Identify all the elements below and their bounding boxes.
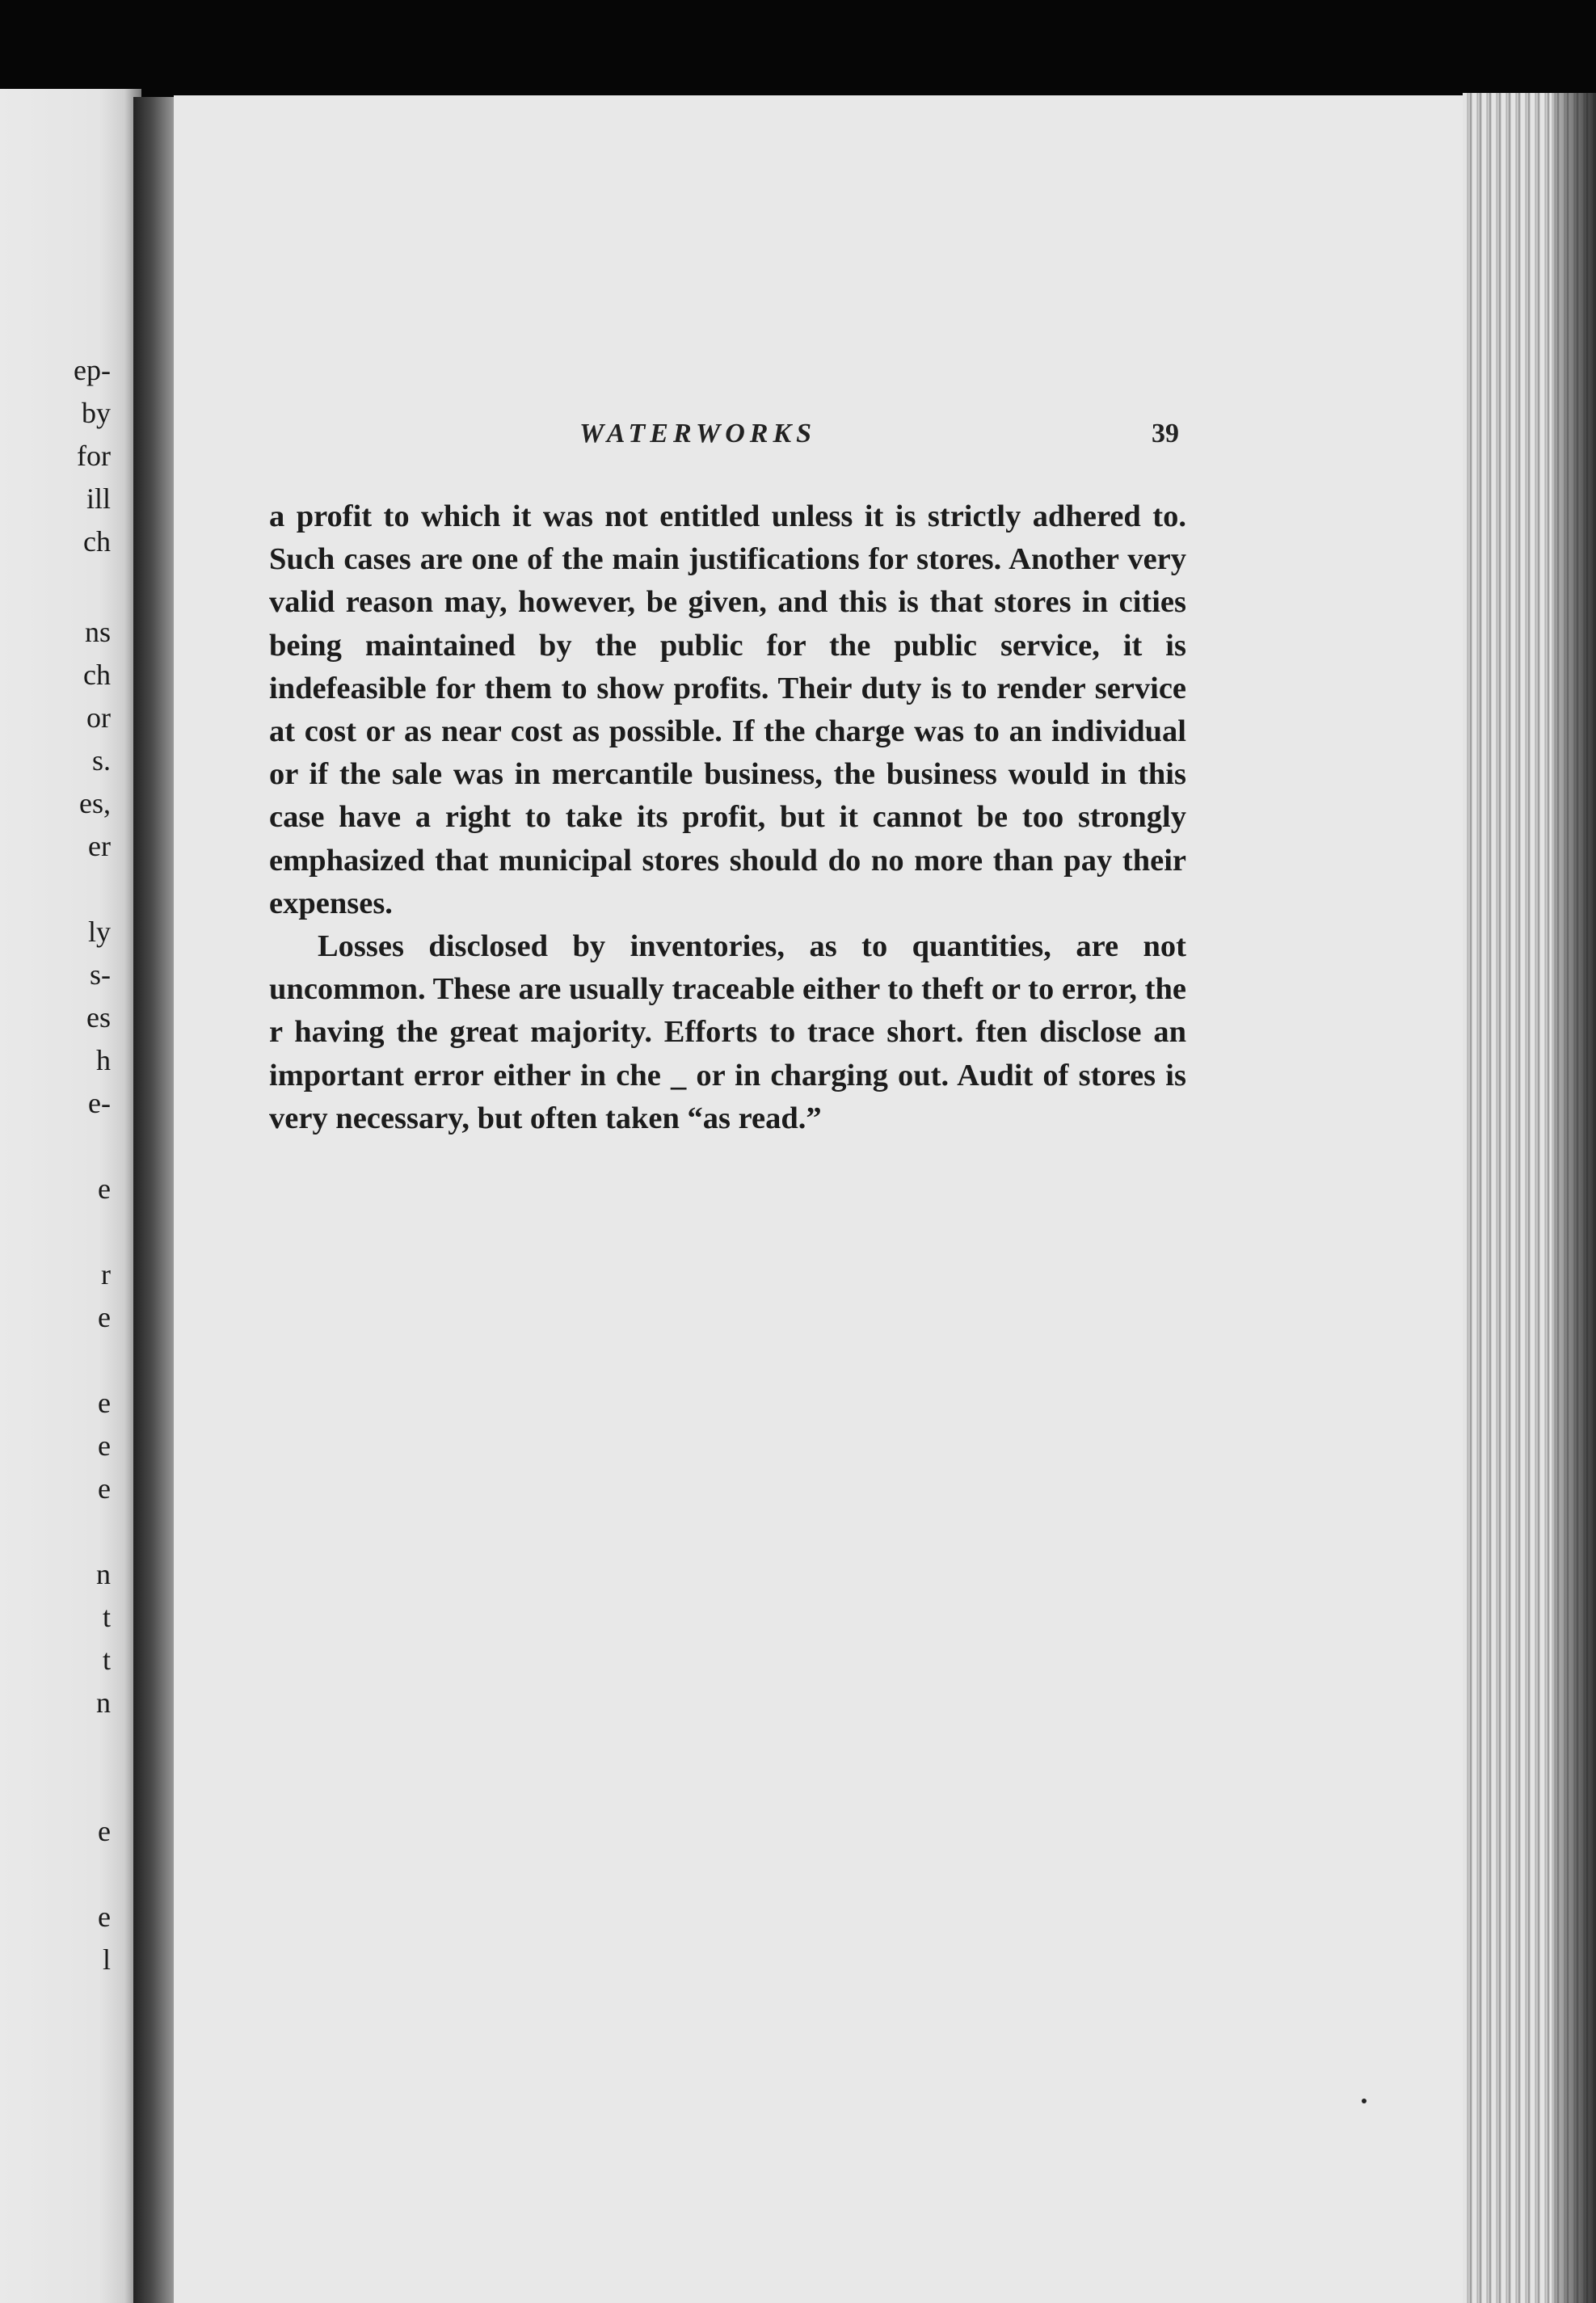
left-fragment: es: [86, 1001, 111, 1034]
left-fragment: e-: [88, 1087, 111, 1119]
left-fragment: e: [98, 1301, 111, 1333]
left-page-text-fragments: [0, 89, 141, 2303]
left-fragment: h: [96, 1044, 111, 1076]
left-fragment: for: [77, 440, 111, 472]
book-page: [174, 95, 1471, 2303]
left-fragment: or: [86, 701, 111, 734]
left-fragment: e: [98, 1901, 111, 1933]
left-fragment: ly: [87, 916, 111, 948]
dust-speck: [1362, 2099, 1366, 2103]
running-head-title: WATERWORKS: [579, 419, 817, 448]
left-fragment: er: [88, 830, 111, 862]
left-fragment: s.: [91, 744, 111, 777]
left-fragment: t: [102, 1601, 111, 1633]
page-number: 39: [1152, 419, 1179, 448]
left-fragment: r: [101, 1258, 111, 1290]
left-fragment: s-: [90, 958, 111, 991]
left-fragment: ns: [84, 616, 111, 648]
paragraph: a profit to which it was not entitled unless it is strictly adhered to. Such cases are one of the main justifications for stores. Another very valid reason may, however, be given, and this is that stores in cities being maintained by the public for the public service, it is indefeasible for them to show profits. Their duty is to render service at cost or as near cost as possible. If the charge was to an individual or if the sale was in mercantile business, the business would in this case have a right to take its profit, but it cannot be too strongly emphasized that municipal stores should do no more than pay their expenses.: [269, 499, 1186, 920]
left-fragment: l: [102, 1943, 111, 1976]
left-fragment: e: [98, 1429, 111, 1462]
left-fragment: ch: [83, 659, 111, 691]
left-fragment: e: [98, 1815, 111, 1847]
left-fragment: es,: [79, 787, 111, 819]
left-fragment: t: [102, 1644, 111, 1676]
left-fragment: e: [98, 1387, 111, 1419]
left-fragment: ch: [83, 525, 111, 558]
left-fragment: ep-: [74, 354, 111, 386]
left-fragment: e: [98, 1472, 111, 1505]
left-fragment: by: [82, 397, 111, 429]
body-text: [269, 495, 1186, 1140]
left-fragment: e: [98, 1173, 111, 1205]
left-fragment: n: [96, 1686, 111, 1719]
paragraph: Losses disclosed by inventories, as to quantities, are not uncommon. These are usually traceable either to theft or to error, the r having the great majority. Efforts to trace short. ften disclose an important error either in che _ or in charging out. Audit of stores is very necessary, but often taken “as read.”: [269, 929, 1186, 1135]
left-fragment: n: [96, 1558, 111, 1590]
page-stack-shadow: [1552, 93, 1596, 2303]
running-head: [174, 419, 1471, 459]
left-facing-page: [0, 89, 141, 2303]
left-fragment: ill: [86, 482, 111, 515]
